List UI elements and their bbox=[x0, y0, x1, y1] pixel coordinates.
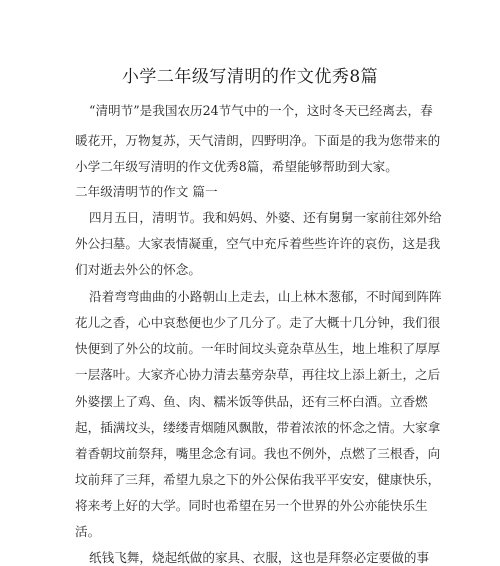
paragraph-line: 暖花开，万物复苏，天气清朗，四野明净。下面是的我为您带来的 bbox=[75, 133, 441, 148]
document-title: 小学二年级写清明的作文优秀8篇 bbox=[121, 67, 379, 87]
paragraph-line: 坟前拜了三拜，希望九泉之下的外公保佑我平平安安，健康快乐， bbox=[75, 472, 441, 487]
paragraph-line: 外婆摆上了鸡、鱼、肉、糯米饭等供品，还有三杯白酒。立香燃 bbox=[75, 394, 428, 409]
paragraph-line: 起，插满坟头，缕缕青烟随风飘散，带着浓浓的怀念之情。大家拿 bbox=[75, 420, 441, 435]
paragraph-line: “清明节”是我国农历24节气中的一个，这时冬天已经离去，春 bbox=[89, 103, 433, 118]
paragraph-line: 将来考上好的大学。同时也希望在另一个世界的外公亦能快乐生 bbox=[75, 498, 428, 513]
paragraph-line: 外公扫墓。大家表情凝重，空气中充斥着些些许许的哀伤，这是我 bbox=[75, 236, 441, 251]
paragraph-line: 花儿之香，心中哀愁便也少了几分了。走了大概十几分钟，我们很 bbox=[75, 315, 441, 330]
paragraph-line: 着香朝坟前祭拜，嘴里念念有词。我也不例外，点燃了三根香，向 bbox=[75, 446, 441, 461]
paragraph-line: 活。 bbox=[75, 524, 101, 539]
paragraph-line: 小学二年级写清明的作文优秀8篇，希望能够帮助到大家。 bbox=[75, 159, 398, 174]
section-heading: 二年级清明节的作文 篇一 bbox=[75, 184, 218, 199]
paragraph-line: 四月五日，清明节。我和妈妈、外婆、还有舅舅一家前往郊外给 bbox=[89, 210, 442, 225]
paragraph-line: 沿着弯弯曲曲的小路朝山上走去，山上林木葱郁，不时闻到阵阵 bbox=[89, 289, 442, 304]
paragraph-line: 一层落叶。大家齐心协力清去墓旁杂草，再往坟上添上新土，之后 bbox=[75, 367, 441, 382]
paragraph-line: 们对逝去外公的怀念。 bbox=[75, 262, 201, 277]
paragraph-line: 快便到了外公的坟前。一年时间坟头竟杂草丛生，地上堆积了厚厚 bbox=[75, 341, 441, 356]
paragraph-line: 纸钱飞舞，烧起纸做的家具、衣服，这也是拜祭必定要做的事 bbox=[89, 550, 430, 565]
